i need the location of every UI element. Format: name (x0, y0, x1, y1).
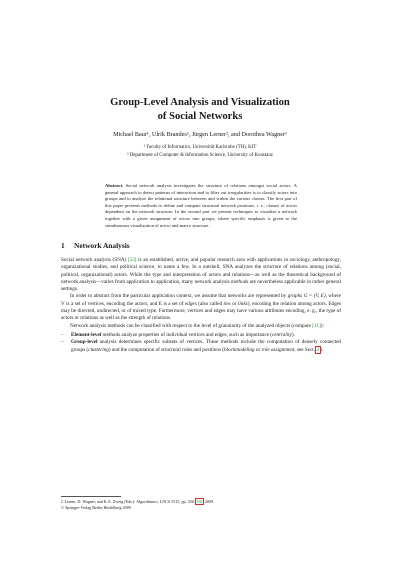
footnote-text: J. Lerner, D. Wagner, and K.A. Zweig (Eds.): Algorithmics, LNCS 5515, pp. 330– (61, 499, 196, 504)
p2-emphasis-graphs: graphs G = (V, E) (287, 293, 326, 300)
p2-text-a: In order to abstract from the particular application context, we assume that networks are represented by (70, 293, 288, 300)
list-item-text: , see Sect. (294, 346, 317, 353)
p1-emphasis: methods (231, 278, 249, 285)
p2-text-d: or (230, 300, 238, 307)
section-title: Network Analysis (74, 241, 130, 250)
author-list: Michael Baur¹, Ulrik Brandes², Jürgen Lerner², and Dorothea Wagner¹ (113, 131, 287, 138)
list-item-text: analysis determines specific subsets of vertices. These methods include the computation of densely connected groups ( (71, 339, 341, 353)
abstract-text: Social network analysis investigates the structure of relations amongst social actors. A general approach to detect patterns of interaction and to filter out irregularities is to classify actors into groups and to analyze the relational structure between and within the various classes. The first part of this paper presents methods to define and compute structural network positions, i. e., classes of actors dependent on the network structure. In the second part we present techniques to visualize a network together with a given assignment of actors into groups, where specific emphasis is given to the simultaneous visualization of micro and macro structure. (105, 183, 297, 228)
p3-text-a: Network analysis methods can be classified with respect to the level of granularity of the analyzed objects (compare (70, 322, 313, 329)
paragraph-1 (61, 257, 341, 293)
p2-text-c: (also called (196, 300, 224, 307)
list-dash: – (61, 339, 64, 346)
list-item-lead: Element-level (71, 331, 102, 338)
p3-text-b: ): (320, 322, 324, 329)
granularity-list (61, 332, 341, 354)
list-item-emphasis: role assignment (261, 346, 295, 353)
abstract (105, 183, 297, 229)
p2-emphasis-edges: edges (184, 300, 197, 307)
list-item-text: or (254, 346, 262, 353)
p1-text-b: is an established, active, and popular research area with applications in sociology, anthropology, organizational studies, and political science, to name a few. In a nutshell, SNA analyzes the structure of relations among (social, political, organizational) actors. While the type and interpretation of actors and relations—as well as the theoretical background of network analysis—varies from application to application, many network analysis (61, 257, 341, 285)
section-heading (61, 241, 130, 250)
page-reference-link[interactable]: 358 (196, 499, 203, 504)
p2-text-e: ), encoding the relation among actors. Edges may be directed, undirected, or of mixed type. Furthermore, vertices and edges may have various attributes encoding, e. g., the type of actors or relations as well as the strength of relations. (61, 300, 342, 322)
footnote-line-2: © Springer-Verlag Berlin Heidelberg 2009 (61, 504, 131, 510)
affiliation-1: ¹ Faculty of Informatics, Universität Karlsruhe (TH), KIT (143, 145, 257, 150)
title-line-2: of Social Networks (157, 110, 243, 122)
footnote (61, 499, 341, 510)
list-item-emphasis: blockmodeling (224, 346, 255, 353)
paper-title (40, 96, 360, 123)
list-dash: – (61, 331, 64, 338)
p2-emphasis-ties: ties (223, 300, 231, 307)
list-item-emphasis: centrality (271, 331, 292, 338)
list-item-text: ). (319, 346, 323, 353)
section-number: 1 (61, 241, 65, 250)
affiliation-2: ² Department of Computer & Information Science, University of Konstanz (127, 153, 273, 158)
footnote-rule (61, 496, 121, 497)
footnote-text: , 2009. (202, 499, 215, 504)
citation-link[interactable]: [53] (127, 257, 137, 263)
body-text (61, 257, 341, 354)
list-item-text: methods analyze properties of individual vertices and edges, such as importance ( (101, 331, 272, 338)
p2-emphasis-links: links (237, 300, 248, 307)
abstract-label: Abstract. (105, 183, 124, 188)
list-item-text: ) and the computation of structural roles and positions ( (108, 346, 225, 353)
title-line-1: Group-Level Analysis and Visualization (110, 97, 290, 108)
affiliations (40, 144, 360, 160)
p2-text-b: , where V is a set of vertices, encoding the actors, and E is a set of (61, 293, 341, 307)
citation-link[interactable]: [11] (312, 322, 321, 329)
p1-text-a: Social network analysis (SNA) (61, 257, 128, 263)
list-item-emphasis: clustering (88, 346, 109, 353)
paragraph-3 (61, 323, 341, 330)
list-item (61, 339, 341, 354)
section-reference-link[interactable]: 2 (316, 346, 320, 353)
p1-text-c: are nevertheless applicable in rather general settings. (61, 278, 341, 293)
list-item-text: ). (291, 331, 295, 338)
paragraph-2 (61, 293, 341, 322)
list-item-lead: Group-level (71, 339, 98, 346)
